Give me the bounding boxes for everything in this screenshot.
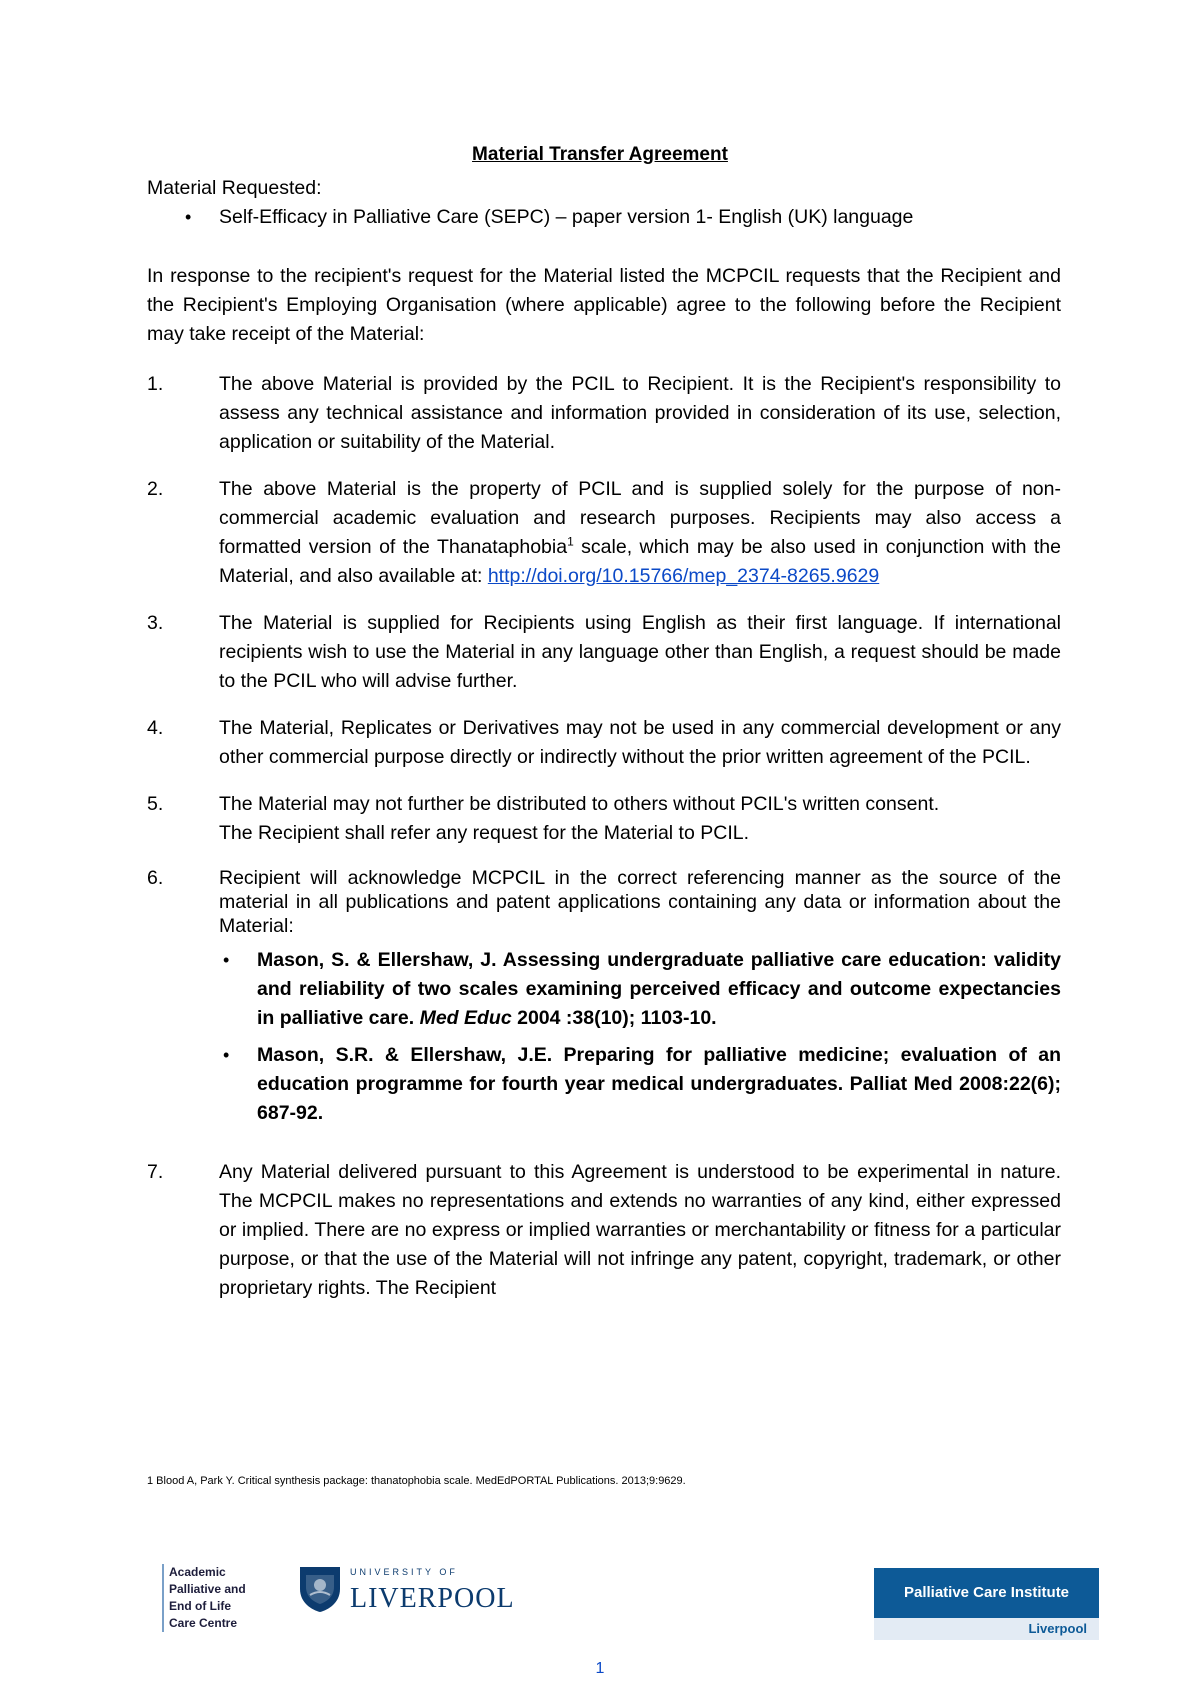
clause-5 — [147, 790, 1061, 848]
clause-number: 1. — [147, 373, 164, 395]
clause-number: 7. — [147, 1161, 164, 1183]
bullet-icon: • — [223, 1045, 230, 1065]
clause-number: 4. — [147, 717, 164, 739]
clause-6 — [147, 866, 1061, 1128]
clause-number: 6. — [147, 867, 164, 889]
palliative-care-institute-logo: Palliative Care Institute Liverpool — [874, 1568, 1099, 1640]
doi-link[interactable]: http://doi.org/10.15766/mep_2374-8265.9629 — [487, 565, 880, 587]
material-requested-item — [147, 203, 1061, 232]
clause-text: The above Material is the property of PCIL and is supplied solely for the purpose of non-commercial academic evaluation and research purposes. Recipients may also access a formatted version of the Thanataphobia — [219, 478, 1061, 558]
clause-text: Any Material delivered pursuant to this Agreement is understood to be experimental in nature. The MCPCIL makes no representations and extends no warranties of any kind, either expressed or implied. There are no express or implied warranties or merchantability or fitness for a particular purpose, or that the use of the Material will not infringe any patent, copyright, trademark, or other proprietary rights. The Recipient — [219, 1161, 1061, 1299]
footnote-marker: 1 — [567, 534, 574, 549]
footnote: 1 Blood A, Park Y. Critical synthesis package: thanatophobia scale. MedEdPORTAL Publications. 2013;9:9629. — [147, 1475, 686, 1487]
clause-text: The Material is supplied for Recipients using English as their first language. If international recipients wish to use the Material in any language other than English, a request should be made to the PCIL who will advise further. — [219, 612, 1061, 692]
clause-list — [147, 370, 1061, 1321]
university-of-liverpool-logo — [298, 1565, 515, 1625]
clause-text: The Material, Replicates or Derivatives may not be used in any commercial development or any other commercial purpose directly or indirectly without the prior written agreement of the PCIL. — [219, 717, 1061, 768]
clause-7 — [147, 1158, 1061, 1303]
journal-name: Med Educ — [419, 1007, 512, 1029]
bullet-icon: • — [185, 207, 192, 227]
clause-2 — [147, 475, 1061, 591]
reference-2: • Mason, S.R. & Ellershaw, J.E. Preparing for palliative medicine; evaluation of an education programme for fourth year medical undergraduates. Palliat Med 2008:22(6); 687-92. — [219, 1041, 1061, 1128]
document-title: Material Transfer Agreement — [472, 144, 728, 165]
clause-3 — [147, 609, 1061, 696]
intro-paragraph: In response to the recipient's request for the Material listed the MCPCIL requests that the Recipient and the Recipient's Employing Organisation (where applicable) agree to the following before the Recipient may take receipt of the Material: — [147, 265, 1061, 345]
clause-text: Recipient will acknowledge MCPCIL in the correct referencing manner as the source of the material in all publications and patent applications containing any data or information about the Material: — [219, 867, 1061, 937]
apel-logo: Academic Palliative and End of Life Care Centre — [162, 1564, 246, 1632]
clause-number: 3. — [147, 612, 164, 634]
uol-top-text: UNIVERSITY OF — [350, 1567, 458, 1577]
page-number: 1 — [595, 1660, 605, 1677]
clause-text-line1: The Material may not further be distributed to others without PCIL's written consent. — [219, 793, 940, 815]
material-requested-label: Material Requested: — [147, 177, 322, 199]
clause-text-line2: The Recipient shall refer any request for the Material to PCIL. — [219, 822, 750, 844]
clause-number: 5. — [147, 793, 164, 815]
clause-text-cont: scale, which may be also used in conjunction with the Material, and also available at: — [219, 536, 1061, 587]
bullet-icon: • — [223, 950, 230, 970]
crest-icon — [298, 1565, 342, 1613]
material-requested-text: Self-Efficacy in Palliative Care (SEPC) – paper version 1- English (UK) language — [219, 206, 914, 228]
reference-1: • Mason, S. & Ellershaw, J. Assessing undergraduate palliative care education: validity and reliability of two scales examining perceived efficacy and outcome expectancies in palliative care. Med Educ 2004 :38(10); 1103-10. — [219, 946, 1061, 1033]
clause-1 — [147, 370, 1061, 457]
clause-number: 2. — [147, 478, 164, 500]
uol-main-text: LIVERPOOL — [350, 1583, 515, 1614]
clause-4 — [147, 714, 1061, 772]
clause-text: The above Material is provided by the PCIL to Recipient. It is the Recipient's responsibility to assess any technical assistance and information provided in consideration of its use, selection, application or suitability of the Material. — [219, 373, 1061, 453]
material-requested-section — [147, 174, 1061, 232]
footer-logos — [0, 1555, 1200, 1645]
